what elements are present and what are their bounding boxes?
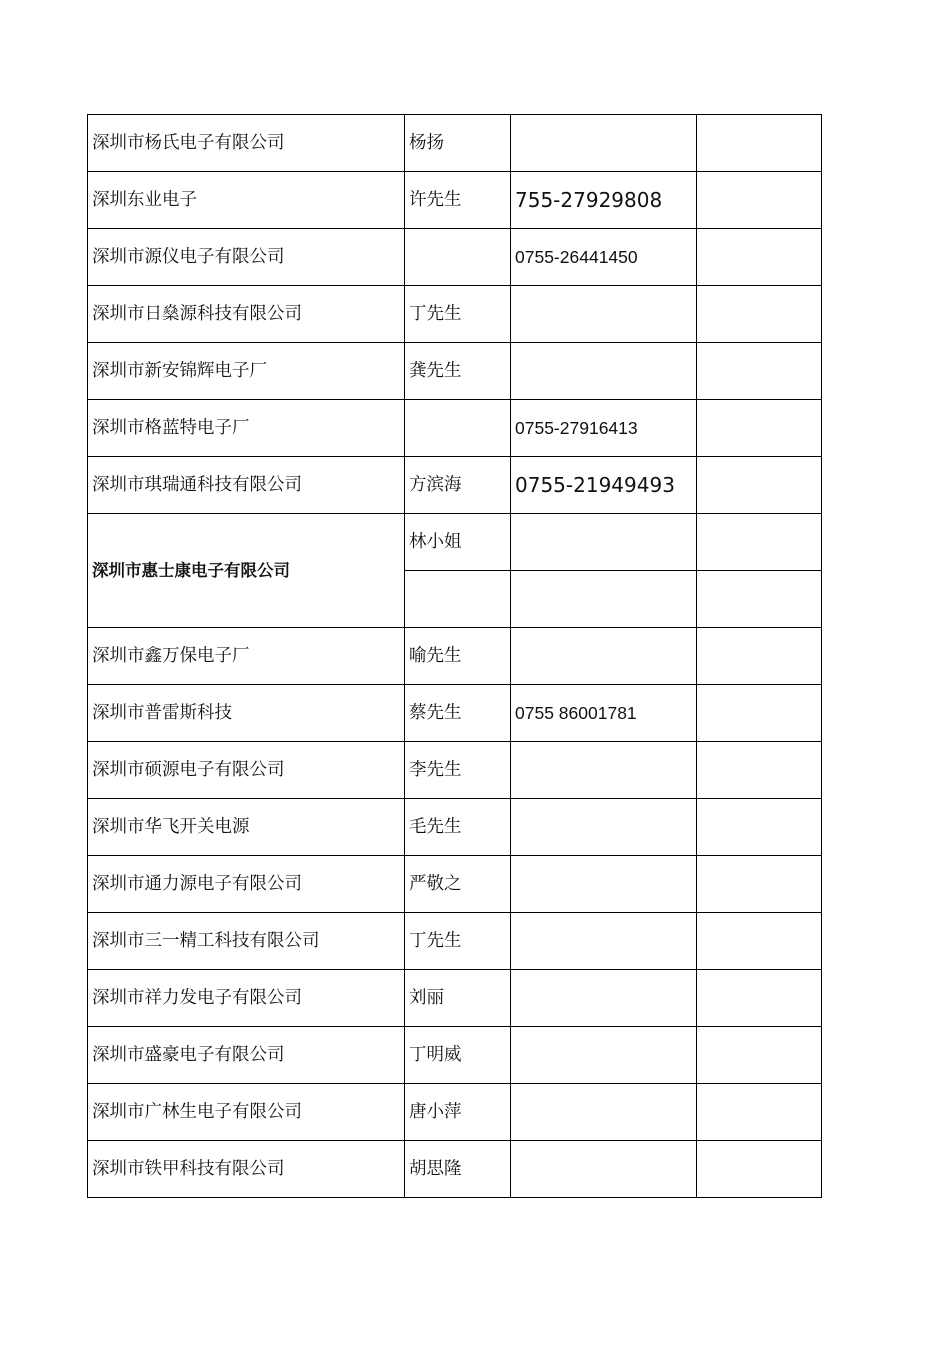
company-cell: 深圳市惠士康电子有限公司 [88, 514, 405, 628]
extra-cell [697, 685, 822, 742]
table-row [88, 457, 822, 514]
contact-cell [405, 229, 511, 286]
phone-cell [511, 1141, 697, 1198]
table-row [88, 856, 822, 913]
contact-cell: 许先生 [405, 172, 511, 229]
table-row [88, 343, 822, 400]
table-row [88, 970, 822, 1027]
table-row [88, 1084, 822, 1141]
phone-cell [511, 286, 697, 343]
extra-cell [697, 400, 822, 457]
extra-cell [697, 1084, 822, 1141]
phone-cell: 0755-27916413 [511, 400, 697, 457]
table-row [88, 628, 822, 685]
company-cell: 深圳市鑫万保电子厂 [88, 628, 405, 685]
contact-cell: 唐小萍 [405, 1084, 511, 1141]
extra-cell [697, 856, 822, 913]
extra-cell [697, 115, 822, 172]
phone-cell [511, 970, 697, 1027]
company-cell: 深圳市琪瑞通科技有限公司 [88, 457, 405, 514]
extra-cell [697, 343, 822, 400]
contact-cell: 刘丽 [405, 970, 511, 1027]
company-cell: 深圳东业电子 [88, 172, 405, 229]
phone-cell [511, 856, 697, 913]
contact-cell: 丁先生 [405, 286, 511, 343]
table-row [88, 1141, 822, 1198]
contact-cell: 林小姐 [405, 514, 511, 571]
table-row [88, 172, 822, 229]
table-row [88, 1027, 822, 1084]
phone-cell [511, 514, 697, 571]
extra-cell [697, 229, 822, 286]
contact-cell [405, 571, 511, 628]
extra-cell [697, 457, 822, 514]
phone-cell [511, 343, 697, 400]
company-cell: 深圳市铁甲科技有限公司 [88, 1141, 405, 1198]
extra-cell [697, 571, 822, 628]
phone-cell [511, 1084, 697, 1141]
table-row [88, 400, 822, 457]
company-cell: 深圳市华飞开关电源 [88, 799, 405, 856]
phone-cell [511, 628, 697, 685]
company-cell: 深圳市通力源电子有限公司 [88, 856, 405, 913]
extra-cell [697, 172, 822, 229]
company-cell: 深圳市广林生电子有限公司 [88, 1084, 405, 1141]
phone-cell [511, 799, 697, 856]
contact-cell: 毛先生 [405, 799, 511, 856]
table-row [88, 514, 822, 571]
phone-cell [511, 115, 697, 172]
company-cell: 深圳市新安锦辉电子厂 [88, 343, 405, 400]
contact-cell: 严敬之 [405, 856, 511, 913]
extra-cell [697, 913, 822, 970]
extra-cell [697, 1141, 822, 1198]
extra-cell [697, 1027, 822, 1084]
company-cell: 深圳市盛豪电子有限公司 [88, 1027, 405, 1084]
phone-cell [511, 571, 697, 628]
extra-cell [697, 742, 822, 799]
table-row [88, 685, 822, 742]
phone-cell: 0755-21949493 [511, 457, 697, 514]
contact-cell: 李先生 [405, 742, 511, 799]
table-row [88, 799, 822, 856]
extra-cell [697, 286, 822, 343]
company-cell: 深圳市日燊源科技有限公司 [88, 286, 405, 343]
company-cell: 深圳市三一精工科技有限公司 [88, 913, 405, 970]
phone-cell [511, 742, 697, 799]
contact-cell [405, 400, 511, 457]
table-row [88, 115, 822, 172]
contact-cell: 杨扬 [405, 115, 511, 172]
extra-cell [697, 628, 822, 685]
table-row [88, 229, 822, 286]
company-cell: 深圳市硕源电子有限公司 [88, 742, 405, 799]
contact-cell: 丁先生 [405, 913, 511, 970]
phone-cell: 0755 86001781 [511, 685, 697, 742]
contact-cell: 龚先生 [405, 343, 511, 400]
company-cell: 深圳市祥力发电子有限公司 [88, 970, 405, 1027]
extra-cell [697, 514, 822, 571]
supplier-contact-table [87, 114, 822, 1198]
phone-cell [511, 913, 697, 970]
extra-cell [697, 970, 822, 1027]
contact-cell: 丁明威 [405, 1027, 511, 1084]
phone-cell: 755-27929808 [511, 172, 697, 229]
table-row [88, 742, 822, 799]
company-cell: 深圳市杨氏电子有限公司 [88, 115, 405, 172]
phone-cell: 0755-26441450 [511, 229, 697, 286]
table-row [88, 286, 822, 343]
company-cell: 深圳市源仪电子有限公司 [88, 229, 405, 286]
contact-cell: 方滨海 [405, 457, 511, 514]
table-row [88, 913, 822, 970]
contact-cell: 蔡先生 [405, 685, 511, 742]
contact-cell: 喻先生 [405, 628, 511, 685]
contact-cell: 胡思隆 [405, 1141, 511, 1198]
company-cell: 深圳市格蓝特电子厂 [88, 400, 405, 457]
extra-cell [697, 799, 822, 856]
company-cell: 深圳市普雷斯科技 [88, 685, 405, 742]
phone-cell [511, 1027, 697, 1084]
